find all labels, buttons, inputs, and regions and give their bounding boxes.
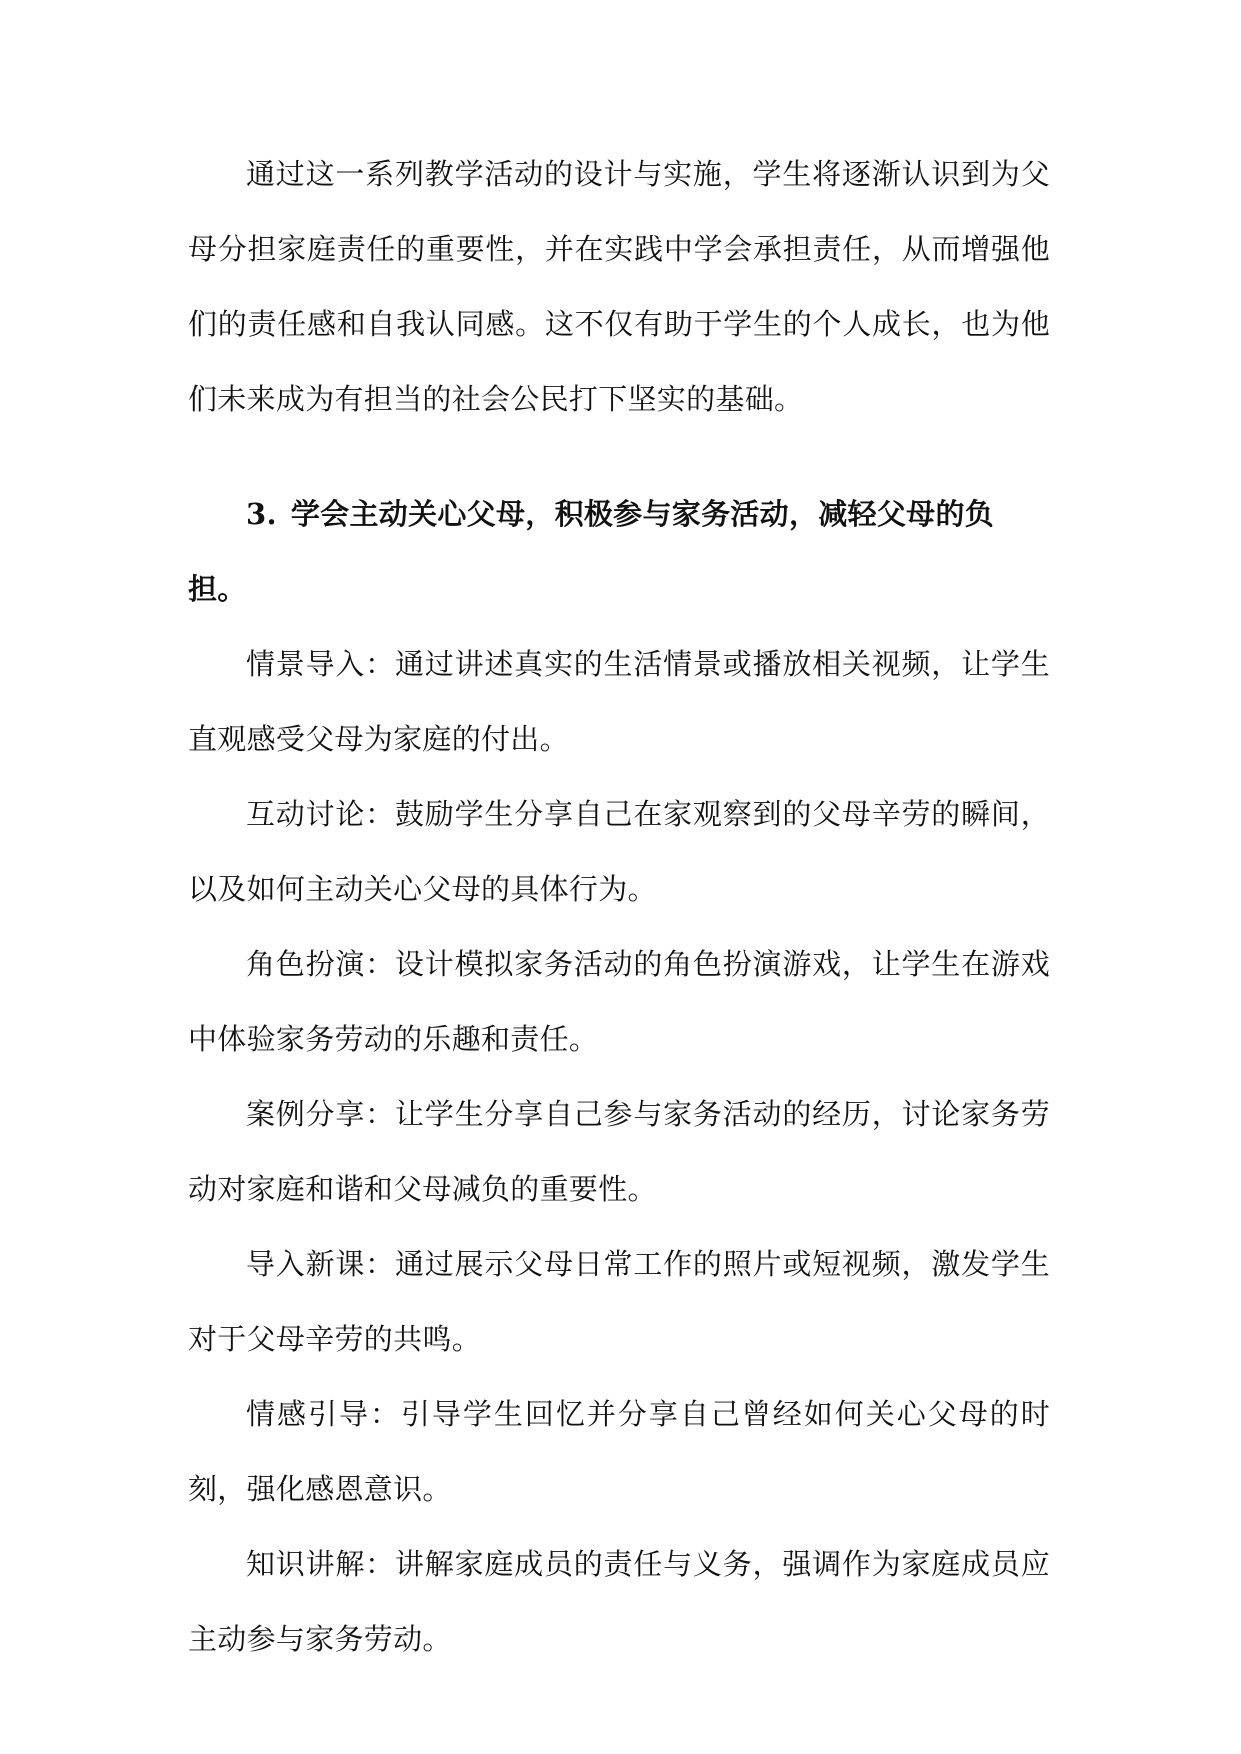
paragraph-new-lesson: 导入新课：通过展示父母日常工作的照片或短视频，激发学生对于父母辛劳的共鸣。 xyxy=(188,1247,1050,1356)
paragraph-role-play: 角色扮演：设计模拟家务活动的角色扮演游戏，让学生在游戏中体验家务劳动的乐趣和责任。 xyxy=(188,947,1050,1056)
section-title: 学会主动关心父母，积极参与家务活动，减轻父母的负担。 xyxy=(188,497,995,606)
section-number: 3. xyxy=(246,497,277,531)
section-heading xyxy=(188,477,1050,627)
paragraph-case-sharing: 案例分享：让学生分享自己参与家务活动的经历，讨论家务劳动对家庭和谐和父母减负的重要性。 xyxy=(188,1097,1050,1206)
document-page xyxy=(188,137,1050,1677)
paragraph-knowledge-explanation: 知识讲解：讲解家庭成员的责任与义务，强调作为家庭成员应主动参与家务劳动。 xyxy=(188,1547,1050,1656)
paragraph-scenario-intro: 情景导入：通过讲述真实的生活情景或播放相关视频，让学生直观感受父母为家庭的付出。 xyxy=(188,647,1050,756)
intro-paragraph: 通过这一系列教学活动的设计与实施，学生将逐渐认识到为父母分担家庭责任的重要性，并在实践中学会承担责任，从而增强他们的责任感和自我认同感。这不仅有助于学生的个人成长，也为他们未来成为有担当的社会公民打下坚实的基础。 xyxy=(188,157,1050,416)
paragraph-emotional-guidance: 情感引导：引导学生回忆并分享自己曾经如何关心父母的时刻，强化感恩意识。 xyxy=(188,1397,1050,1506)
paragraph-interactive-discussion: 互动讨论：鼓励学生分享自己在家观察到的父母辛劳的瞬间，以及如何主动关心父母的具体行为。 xyxy=(188,797,1050,906)
